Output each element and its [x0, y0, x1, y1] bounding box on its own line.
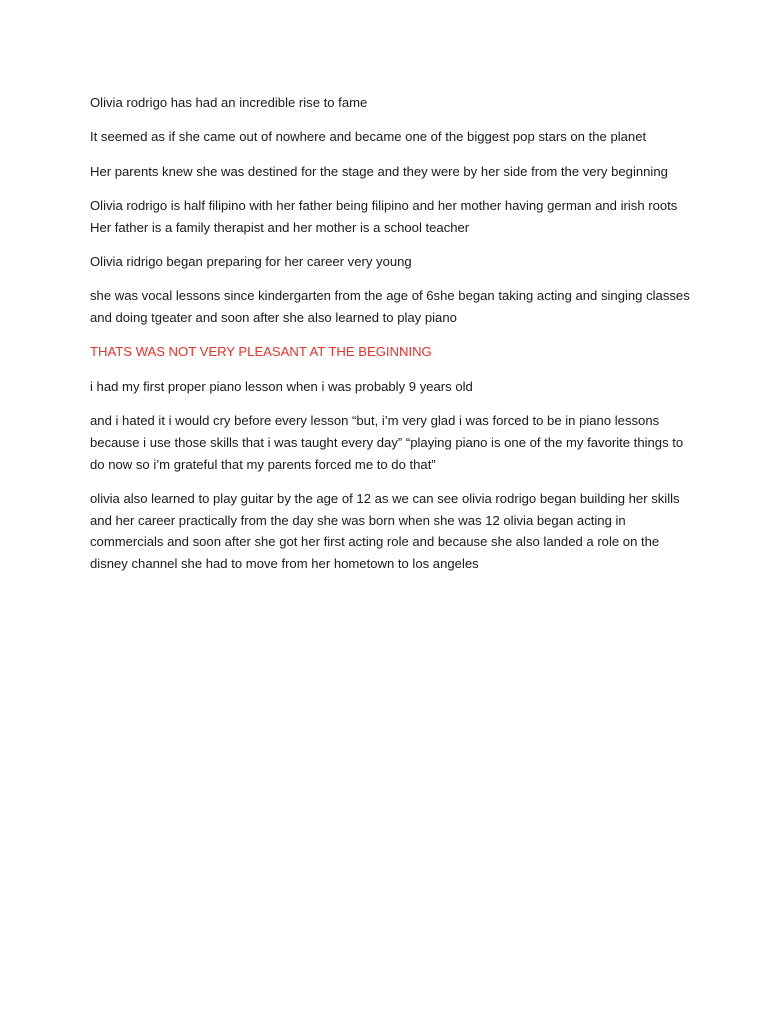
paragraph-first-piano-lesson: i had my first proper piano lesson when i was probably 9 years old — [90, 378, 473, 394]
paragraph-vocal-lessons: she was vocal lessons since kindergarten from the age of 6she began taking acting and singing classes and doing tgeater and soon after she also learned to play piano — [90, 288, 690, 326]
paragraph-highlight-red: THATS WAS NOT VERY PLEASANT AT THE BEGINNING — [90, 344, 432, 360]
document-body — [90, 92, 690, 588]
paragraph-rise-to-fame: Olivia rodrigo has had an incredible rise to fame — [90, 95, 368, 110]
paragraph-piano-quote: and i hated it i would cry before every lesson “but, i’m very glad i was forced to be in piano lessons because i use those skills that i was taught every day” “playing piano is one of the my favorite things to do now so i’m grateful that my parents forced me to do that” — [90, 412, 684, 472]
paragraph-parents: Her parents knew she was destined for the stage and they were by her side from the very beginning — [90, 163, 668, 179]
paragraph-heritage: Olivia rodrigo is half filipino with her father being filipino and her mother having german and irish roots Her father is a family therapist and her mother is a school teacher — [90, 197, 678, 235]
paragraph-preparing: Olivia ridrigo began preparing for her career very young — [90, 253, 412, 269]
paragraph-out-of-nowhere: It seemed as if she came out of nowhere and became one of the biggest pop stars on the planet — [90, 129, 647, 145]
paragraph-guitar-and-career: olivia also learned to play guitar by the age of 12 as we can see olivia rodrigo began building her skills and her career practically from the day she was born when she was 12 olivia began acting in commercials and soon after she got her first acting role and because she also landed a role on the disney channel she had to move from her hometown to los angeles — [90, 490, 680, 572]
